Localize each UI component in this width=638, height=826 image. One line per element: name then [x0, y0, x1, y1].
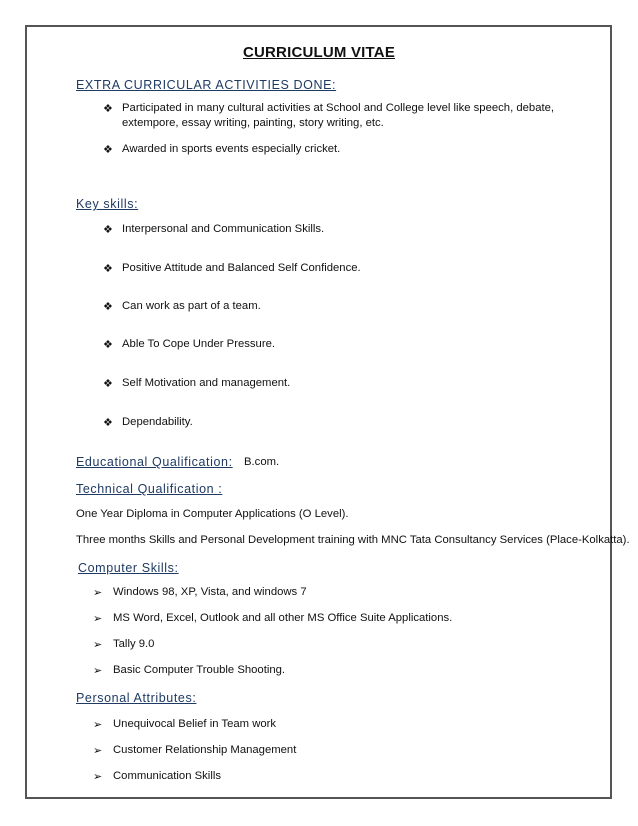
list-item: Unequivocal Belief in Team work: [113, 718, 277, 730]
diamond-bullet-icon: ❖: [103, 224, 113, 236]
arrow-bullet-icon: ➢: [93, 613, 103, 625]
arrow-bullet-icon: ➢: [93, 665, 103, 677]
section-heading-extra-curricular: EXTRA CURRICULAR ACTIVITIES DONE:: [76, 78, 337, 92]
list-item: Participated in many cultural activities at School and College level like speech, debate, extempore, essay writing, painting, story writing, etc.: [122, 102, 555, 129]
technical-line: Three months Skills and Personal Development training with MNC Tata Consultancy Services (Place-Kolkatta).: [76, 534, 630, 546]
arrow-bullet-icon: ➢: [93, 587, 103, 599]
list-item: Interpersonal and Communication Skills.: [122, 223, 325, 235]
arrow-bullet-icon: ➢: [93, 639, 103, 651]
page-title: CURRICULUM VITAE: [242, 44, 396, 61]
list-item: Self Motivation and management.: [122, 377, 291, 389]
list-item: Communication Skills: [113, 770, 221, 782]
diamond-bullet-icon: ❖: [103, 417, 113, 429]
heading-text: Computer Skills: [78, 561, 175, 575]
arrow-bullet-icon: ➢: [93, 771, 103, 783]
list-item: Basic Computer Trouble Shooting.: [113, 664, 286, 676]
section-heading-computer-skills: [78, 561, 179, 575]
technical-line: One Year Diploma in Computer Applications (O Level).: [76, 508, 349, 520]
section-heading-education: Educational Qualification:: [76, 455, 233, 469]
education-value: B.com.: [244, 456, 280, 468]
page-border: [25, 25, 612, 799]
section-heading-technical: Technical Qualification :: [76, 482, 223, 496]
list-item: Dependability.: [122, 416, 193, 428]
diamond-bullet-icon: ❖: [103, 378, 113, 390]
arrow-bullet-icon: ➢: [93, 745, 103, 757]
list-item: Windows 98, XP, Vista, and windows 7: [113, 586, 307, 598]
diamond-bullet-icon: ❖: [103, 144, 113, 156]
list-item: Customer Relationship Management: [113, 744, 297, 756]
diamond-bullet-icon: ❖: [103, 263, 113, 275]
list-item: Positive Attitude and Balanced Self Confidence.: [122, 262, 361, 274]
section-heading-personal-attributes: Personal Attributes:: [76, 691, 197, 705]
section-heading-key-skills: [76, 197, 138, 211]
diamond-bullet-icon: ❖: [103, 103, 113, 115]
heading-text: Key skills: [76, 197, 135, 211]
diamond-bullet-icon: ❖: [103, 301, 113, 313]
list-item: Awarded in sports events especially cricket.: [122, 143, 341, 155]
list-item: Able To Cope Under Pressure.: [122, 338, 276, 350]
heading-colon: :: [174, 561, 179, 575]
diamond-bullet-icon: ❖: [103, 339, 113, 351]
list-item: Can work as part of a team.: [122, 300, 261, 312]
list-item: MS Word, Excel, Outlook and all other MS Office Suite Applications.: [113, 612, 453, 624]
list-item: Tally 9.0: [113, 638, 155, 650]
heading-colon: :: [134, 197, 139, 211]
arrow-bullet-icon: ➢: [93, 719, 103, 731]
